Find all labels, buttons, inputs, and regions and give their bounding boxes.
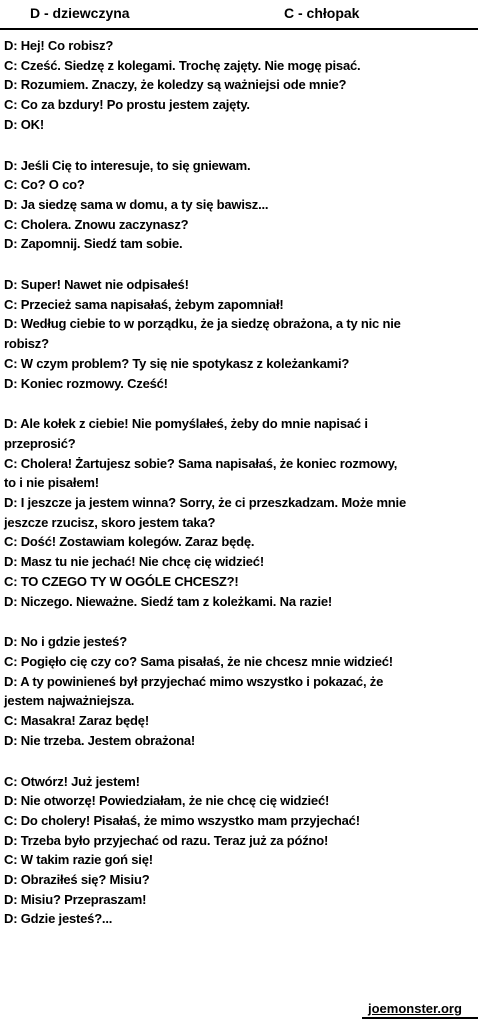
header [0,0,478,30]
dialogue-line: C: Co? O co? [4,177,85,193]
dialogue-line: C: Pogięło cię czy co? Sama pisałaś, że nie chcesz mnie widzieć! [4,653,393,669]
dialogue-block [4,772,408,930]
footer-divider [362,1017,478,1019]
dialogue-line: C: Co za bzdury! Po prostu jestem zajęty. [4,97,250,113]
dialogue-block [4,275,408,393]
dialogue-line: D: I jeszcze ja jestem winna? Sorry, że ci przeszkadzam. Może mnie jeszcze rzucisz, skoro jestem taka? [4,495,406,530]
legend-girl: D - dziewczyna [30,5,130,21]
dialogue-line: D: Nie trzeba. Jestem obrażona! [4,732,196,748]
dialogue-line: C: W takim razie goń się! [4,852,153,868]
dialogue-block [4,36,408,135]
dialogue-line: D: Obraziłeś się? Misiu? [4,872,150,888]
dialogue-line: C: Przecież sama napisałaś, żebym zapomniał! [4,296,284,312]
dialogue-line: C: Cholera! Żartujesz sobie? Sama napisałaś, że koniec rozmowy, to i nie pisałem! [4,455,398,491]
dialogue-line: D: Niczego. Nieważne. Siedź tam z koleżkami. Na razie! [4,593,333,609]
dialogue-line: C: Otwórz! Już jestem! [4,773,140,789]
dialogue-line: C: W czym problem? Ty się nie spotykasz z koleżankami? [4,355,350,371]
dialogue-line: D: Hej! Co robisz? [4,38,114,53]
dialogue-line: C: Masakra! Zaraz będę! [4,713,149,729]
legend-boy: C - chłopak [284,5,360,21]
dialogue-line: D: Koniec rozmowy. Cześć! [4,375,168,391]
dialogue-line: D: OK! [4,116,44,132]
dialogue-block [4,632,408,750]
dialogue [4,36,408,950]
dialogue-line: D: Według ciebie to w porządku, że ja siedzę obrażona, a ty nic nie robisz? [4,316,401,352]
dialogue-line: D: Zapomnij. Siedź tam sobie. [4,236,183,252]
dialogue-line: C: Dość! Zostawiam kolegów. Zaraz będę. [4,534,255,550]
dialogue-line: D: Trzeba było przyjechać od razu. Teraz już za późno! [4,832,329,848]
dialogue-line: D: Super! Nawet nie odpisałeś! [4,277,189,293]
dialogue-block [4,156,408,255]
watermark: joemonster.org [368,1001,462,1016]
dialogue-line: D: Ale kołek z ciebie! Nie pomyślałeś, żeby do mnie napisać i przeprosić? [4,416,368,451]
dialogue-line: D: A ty powinieneś był przyjechać mimo wszystko i pokazać, że jestem najważniejsza. [4,673,384,709]
dialogue-line: C: TO CZEGO TY W OGÓLE CHCESZ?! [4,573,239,589]
dialogue-line: D: Jeśli Cię to interesuje, to się gniewam. [4,157,251,173]
dialogue-line: D: Nie otworzę! Powiedziałam, że nie chcę cię widzieć! [4,793,330,809]
dialogue-line: D: No i gdzie jesteś? [4,634,127,650]
header-divider [0,28,478,30]
dialogue-line: D: Rozumiem. Znaczy, że koledzy są ważniejsi ode mnie? [4,77,347,93]
dialogue-line: D: Misiu? Przepraszam! [4,891,147,907]
dialogue-line: D: Ja siedzę sama w domu, a ty się bawisz... [4,196,269,212]
dialogue-line: D: Masz tu nie jechać! Nie chcę cię widzieć! [4,554,264,570]
footer [362,1001,478,1019]
dialogue-line: D: Gdzie jesteś?... [4,911,113,927]
dialogue-line: C: Cześć. Siedzę z kolegami. Trochę zajęty. Nie mogę pisać. [4,57,361,73]
dialogue-line: C: Cholera. Znowu zaczynasz? [4,216,189,232]
dialogue-line: C: Do cholery! Pisałaś, że mimo wszystko mam przyjechać! [4,812,360,828]
dialogue-block [4,414,408,611]
